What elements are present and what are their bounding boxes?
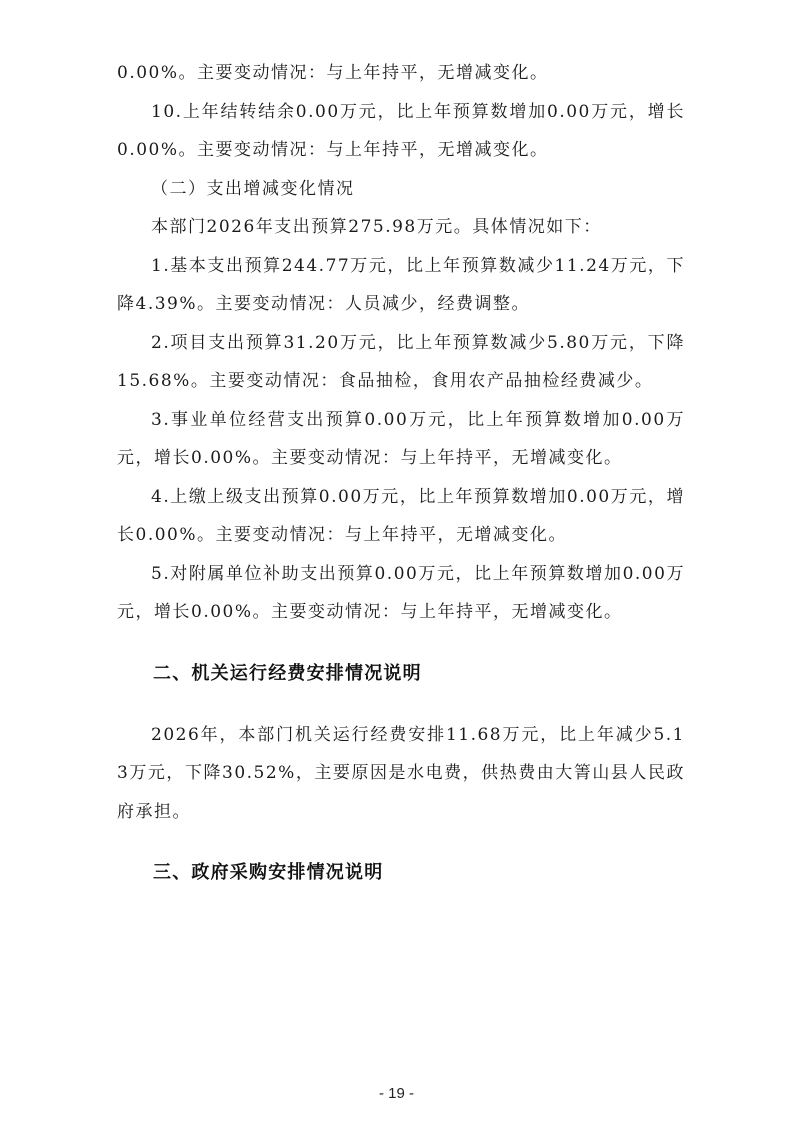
section-heading-2: 二、机关运行经费安排情况说明 — [153, 662, 422, 684]
paragraph-item-5: 5.对附属单位补助支出预算0.00万元，比上年预算数增加0.00万元，增长0.00%。主要变动情况：与上年持平，无增减变化。 — [117, 563, 685, 622]
paragraph-expenditure-total: 本部门2026年支出预算275.98万元。具体情况如下： — [151, 217, 602, 237]
paragraph-item-4: 4.上缴上级支出预算0.00万元，比上年预算数增加0.00万元，增长0.00%。主要变动情况：与上年持平，无增减变化。 — [117, 486, 685, 545]
page-content — [117, 54, 685, 892]
paragraph-section-2: 2026年，本部门机关运行经费安排11.68万元，比上年减少5.13万元，下降30.52%，主要原因是水电费，供热费由大箐山县人民政府承担。 — [117, 724, 685, 822]
page-number: - 19 - — [378, 1085, 414, 1102]
paragraph-item-2: 2.项目支出预算31.20万元，比上年预算数减少5.80万元，下降15.68%。主要变动情况：食品抽检，食用农产品抽检经费减少。 — [117, 332, 685, 391]
paragraph-item-1: 1.基本支出预算244.77万元，比上年预算数减少11.24万元，下降4.39%。主要变动情况：人员减少，经费调整。 — [117, 255, 685, 314]
paragraph-item-10: 10.上年结转结余0.00万元，比上年预算数增加0.00万元，增长0.00%。主要变动情况：与上年持平，无增减变化。 — [117, 101, 685, 160]
paragraph-continued: 0.00%。主要变动情况：与上年持平，无增减变化。 — [117, 63, 549, 83]
paragraph-item-3: 3.事业单位经营支出预算0.00万元，比上年预算数增加0.00万元，增长0.00%。主要变动情况：与上年持平，无增减变化。 — [117, 409, 685, 468]
subsection-heading-expenditure: （二）支出增减变化情况 — [151, 178, 355, 199]
section-heading-3: 三、政府采购安排情况说明 — [153, 862, 384, 883]
